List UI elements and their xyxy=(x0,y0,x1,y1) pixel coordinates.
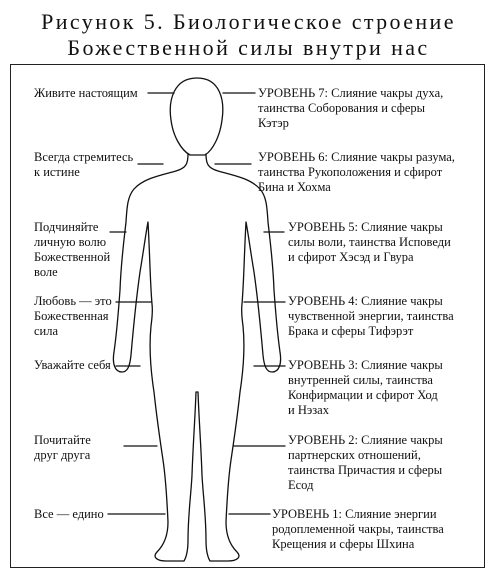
left-label-4: Любовь — это Божественная сила xyxy=(34,294,112,338)
right-label-level-6: УРОВЕНЬ 6: Слияние чакры разума, таинства Рукоположения и сфирот Бина и Хохма xyxy=(258,150,455,194)
figure-title-line-2: Божественной силы внутри нас xyxy=(67,35,430,60)
right-label-level-2: УРОВЕНЬ 2: Слияние чакры партнерских отношений, таинства Причастия и сферы Есод xyxy=(288,433,443,492)
right-label-level-7: УРОВЕНЬ 7: Слияние чакры духа, таинства Соборования и сферы Кэтэр xyxy=(258,86,444,130)
left-label-6: Почитайте друг друга xyxy=(34,433,91,462)
right-label-level-1: УРОВЕНЬ 1: Слияние энергии родоплеменной чакры, таинства Крещения и сферы Шхина xyxy=(272,507,444,551)
left-label-5: Уважайте себя xyxy=(34,358,111,372)
right-label-level-4: УРОВЕНЬ 4: Слияние чакры чувственной энергии, таинства Брака и сферы Тифэрэт xyxy=(288,294,454,338)
left-label-1: Живите настоящим xyxy=(34,86,138,100)
head-outline xyxy=(170,78,223,155)
left-label-3: Подчиняйте личную волю Божественной воле xyxy=(34,220,111,279)
right-label-level-5: УРОВЕНЬ 5: Слияние чакры силы воли, таинства Исповеди и сфирот Хэсэд и Гвура xyxy=(288,220,451,264)
left-label-2: Всегда стремитесь к истине xyxy=(34,150,134,179)
body-outline xyxy=(113,154,280,561)
right-label-level-3: УРОВЕНЬ 3: Слияние чакры внутренней силы, таинства Конфирмации и сфирот Ход и Нэзах xyxy=(288,358,443,417)
left-label-7: Все — едино xyxy=(34,507,104,521)
figure-title-line-1: Рисунок 5. Биологическое строение xyxy=(41,9,456,34)
